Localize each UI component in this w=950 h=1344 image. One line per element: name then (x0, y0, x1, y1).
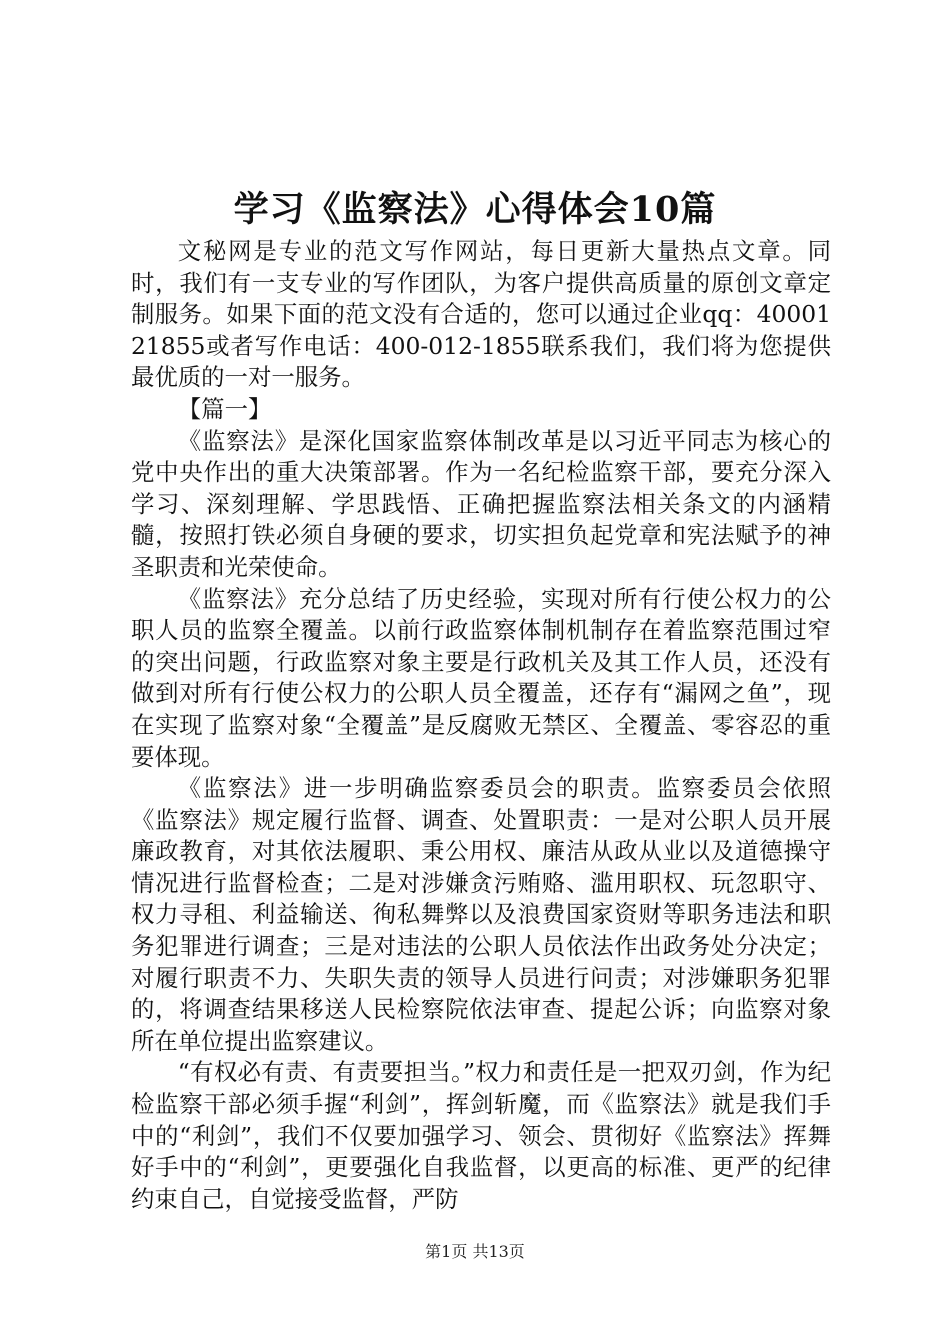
document-title: 学习《监察法》心得体会10篇 (233, 189, 717, 230)
section-heading: 【篇一】 (177, 394, 272, 423)
body-paragraph: “有权必有责、有责要担当。”权力和责任是一把双刃剑，作为纪检监察干部必须手握“利剑”，挥剑斩魔，而《监察法》就是我们手中的“利剑”，我们不仅要加强学习、领会、贯彻好《监察法》挥舞好手中的“利剑”，更要强化自我监督，以更高的标准、更严的纪律约束自己，自觉接受监督，严防 (131, 1058, 831, 1213)
page-number-footer: 第1页 共13页 (425, 1242, 525, 1261)
intro-paragraph: 文秘网是专业的范文写作网站，每日更新大量热点文章。同时，我们有一支专业的写作团队，为客户提供高质量的原创文章定制服务。如果下面的范文没有合适的，您可以通过企业qq：4000121855或者写作电话：400-012-1855联系我们，我们将为您提供最优质的一对一服务。 (131, 237, 831, 392)
body-paragraph: 《监察法》是深化国家监察体制改革是以习近平同志为核心的党中央作出的重大决策部署。作为一名纪检监察干部，要充分深入学习、深刻理解、学思践悟、正确把握监察法相关条文的内涵精髓，按照打铁必须自身硬的要求，切实担负起党章和宪法赋予的神圣职责和光荣使命。 (131, 426, 831, 581)
body-paragraph: 《监察法》充分总结了历史经验，实现对所有行使公权力的公职人员的监察全覆盖。以前行政监察体制机制存在着监察范围过窄的突出问题，行政监察对象主要是行政机关及其工作人员，还没有做到对所有行使公权力的公职人员全覆盖，还存有“漏网之鱼”，现在实现了监察对象“全覆盖”是反腐败无禁区、全覆盖、零容忍的重要体现。 (131, 584, 831, 771)
body-paragraph: 《监察法》进一步明确监察委员会的职责。监察委员会依照《监察法》规定履行监督、调查、处置职责：一是对公职人员开展廉政教育，对其依法履职、秉公用权、廉洁从政从业以及道德操守情况进行监督检查；二是对涉嫌贪污贿赂、滥用职权、玩忽职守、权力寻租、利益输送、徇私舞弊以及浪费国家资财等职务违法和职务犯罪进行调查；三是对违法的公职人员依法作出政务处分决定；对履行职责不力、失职失责的领导人员进行问责；对涉嫌职务犯罪的，将调查结果移送人民检察院依法审查、提起公诉；向监察对象所在单位提出监察建议。 (131, 774, 831, 1055)
document-body (131, 236, 831, 1215)
